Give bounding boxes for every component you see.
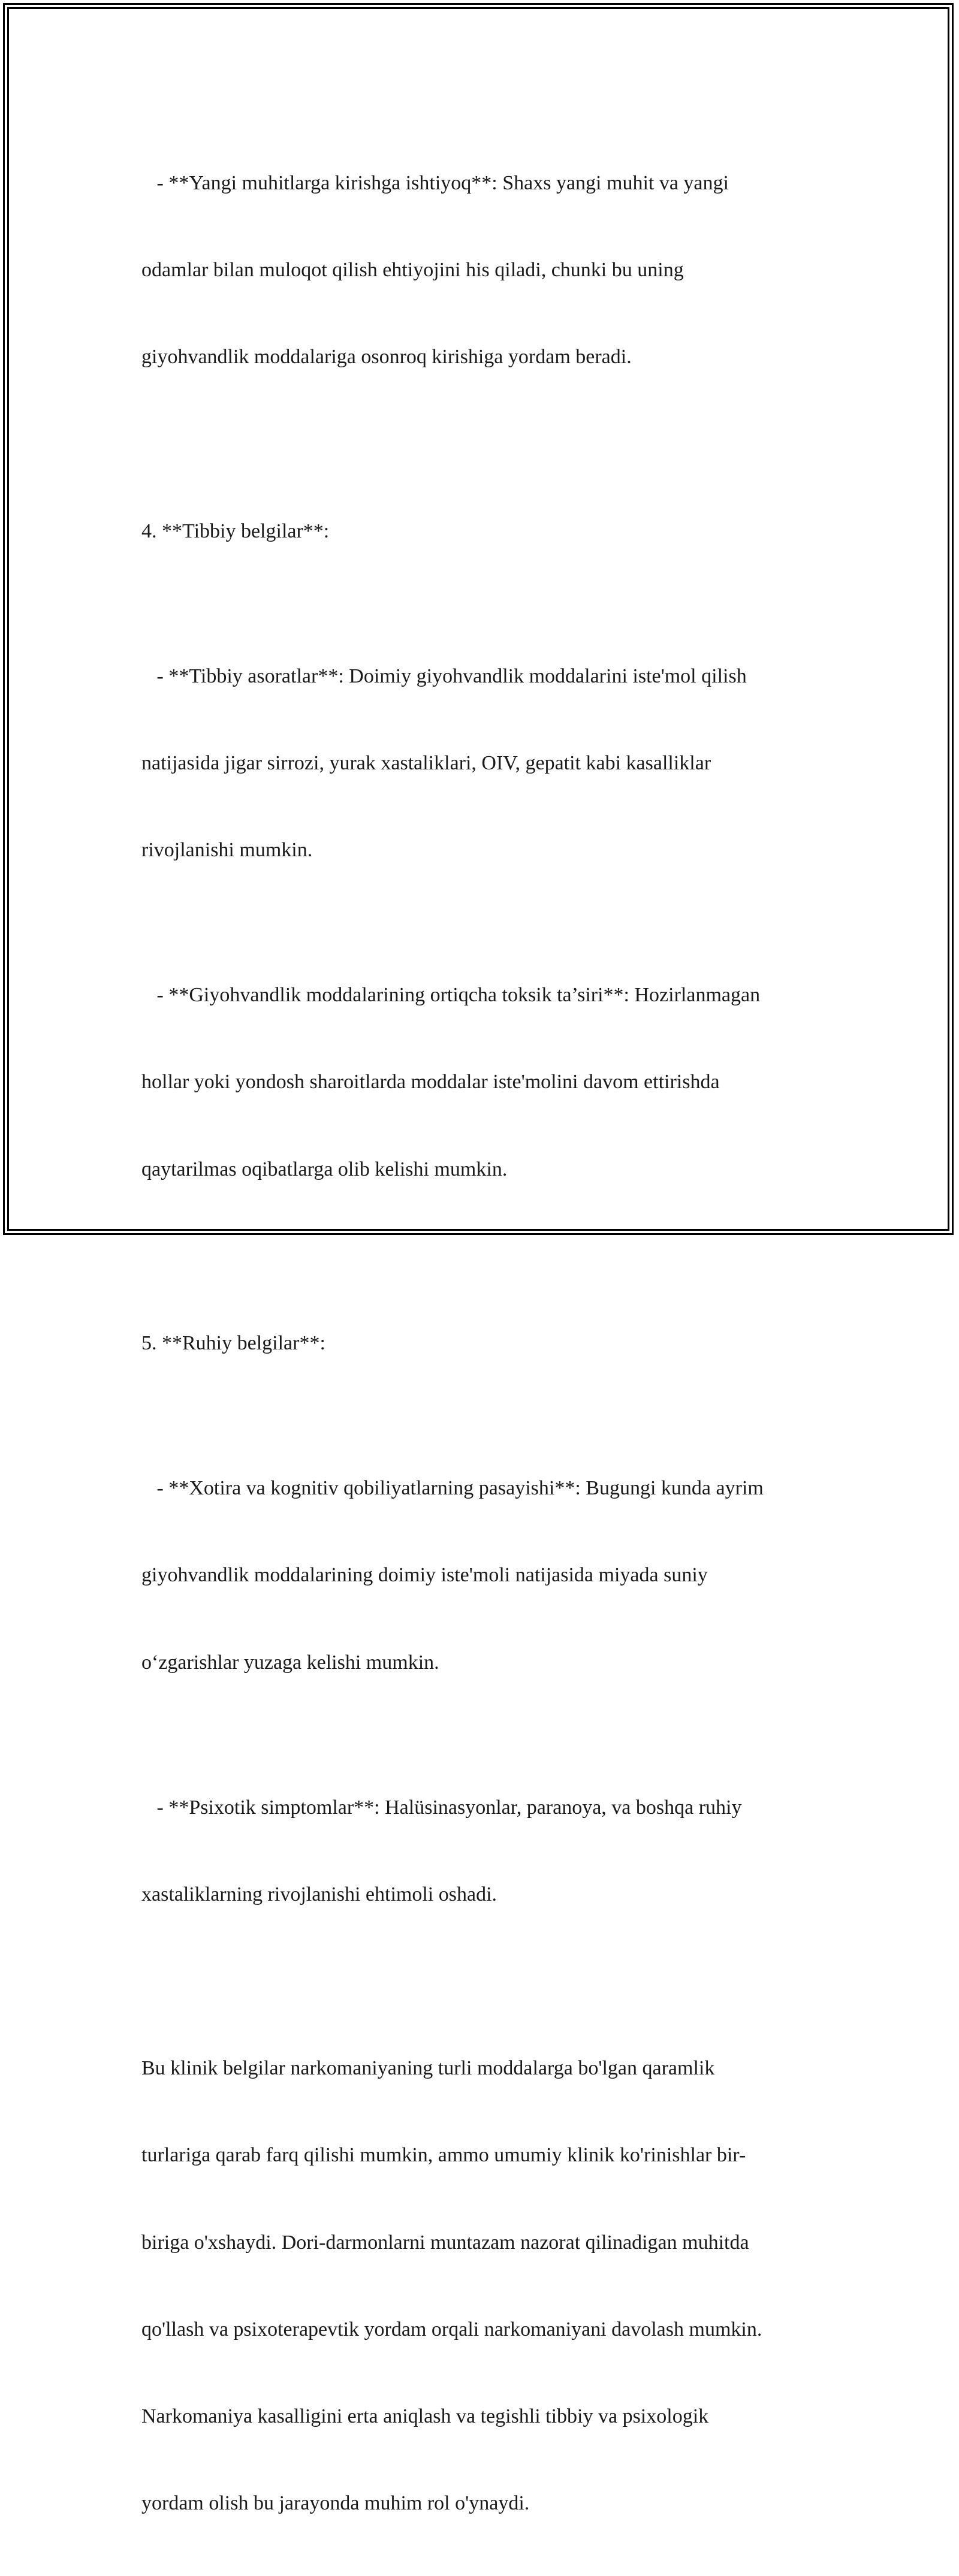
text-line: - **Tibbiy asoratlar**: Doimiy giyohvandlik moddalarini iste'mol qilish [141,665,747,687]
conclusion-paragraph [141,1996,837,2576]
text-line: natijasida jigar sirrozi, yurak xastaliklari, OIV, gepatit kabi kasalliklar [141,751,711,774]
text-line: 5. **Ruhiy belgilar**: [141,1332,325,1355]
text-line: Bu klinik belgilar narkomaniyaning turli moddalarga bo'lgan qaramlik [141,2057,715,2080]
text-line: - **Yangi muhitlarga kirishga ishtiyoq**: Shaxs yangi muhit va yangi [141,171,729,194]
text-line: odamlar bilan muloqot qilish ehtiyojini his qiladi, chunki bu uning [141,259,684,282]
paragraph-gap [141,1242,837,1271]
paragraph-gap [141,430,837,458]
text-line: - **Xotira va kognitiv qobiliyatlarning pasayishi**: Bugungi kunda ayrim [141,1477,764,1500]
text-line: qo'llash va psixoterapevtik yordam orqali narkomaniyani davolash mumkin. [141,2318,762,2341]
document-body [141,111,837,2576]
text-line: giyohvandlik moddalarining doimiy iste'moli natijasida miyada suniy [141,1564,708,1587]
text-line: turlariga qarab farq qilishi mumkin, ammo umumiy klinik ko'rinishlar bir- [141,2144,746,2167]
text-line: - **Psixotik simptomlar**: Halüsinasyonlar, paranoya, va boshqa ruhiy [141,1796,742,1819]
bullet-toksik-tasiri [141,923,837,1242]
bullet-psixotik [141,1735,837,1967]
text-line: rivojlanishi mumkin. [141,839,313,862]
text-line: yordam olish bu jarayonda muhim rol o'ynaydi. [141,2492,530,2515]
text-line: qaytarilmas oqibatlarga olib kelishi mumkin. [141,1158,508,1180]
section-5-heading [141,1271,837,1416]
text-line: giyohvandlik moddalariga osonroq kirishiga yordam beradi. [141,346,632,369]
text-line: biriga o'xshaydi. Dori-darmonlarni muntazam nazorat qilinadigan muhitda [141,2231,749,2254]
text-line: 4. **Tibbiy belgilar**: [141,520,330,542]
paragraph-gap [141,1967,837,1996]
text-line: - **Giyohvandlik moddalarining ortiqcha toksik ta’siri**: Hozirlanmagan [141,984,761,1007]
section-4-heading [141,459,837,604]
text-line: hollar yoki yondosh sharoitlarda moddalar iste'molini davom ettirishda [141,1071,720,1094]
text-line: xastaliklarning rivojlanishi ehtimoli oshadi. [141,1883,497,1905]
bullet-tibbiy-asoratlar [141,604,837,923]
text-line: Narkomaniya kasalligini erta aniqlash va tegishli tibbiy va psixologik [141,2405,709,2428]
bullet-yangi-muhit [141,111,837,430]
text-line: o‘zgarishlar yuzaga kelishi mumkin. [141,1651,439,1674]
bullet-xotira [141,1416,837,1735]
